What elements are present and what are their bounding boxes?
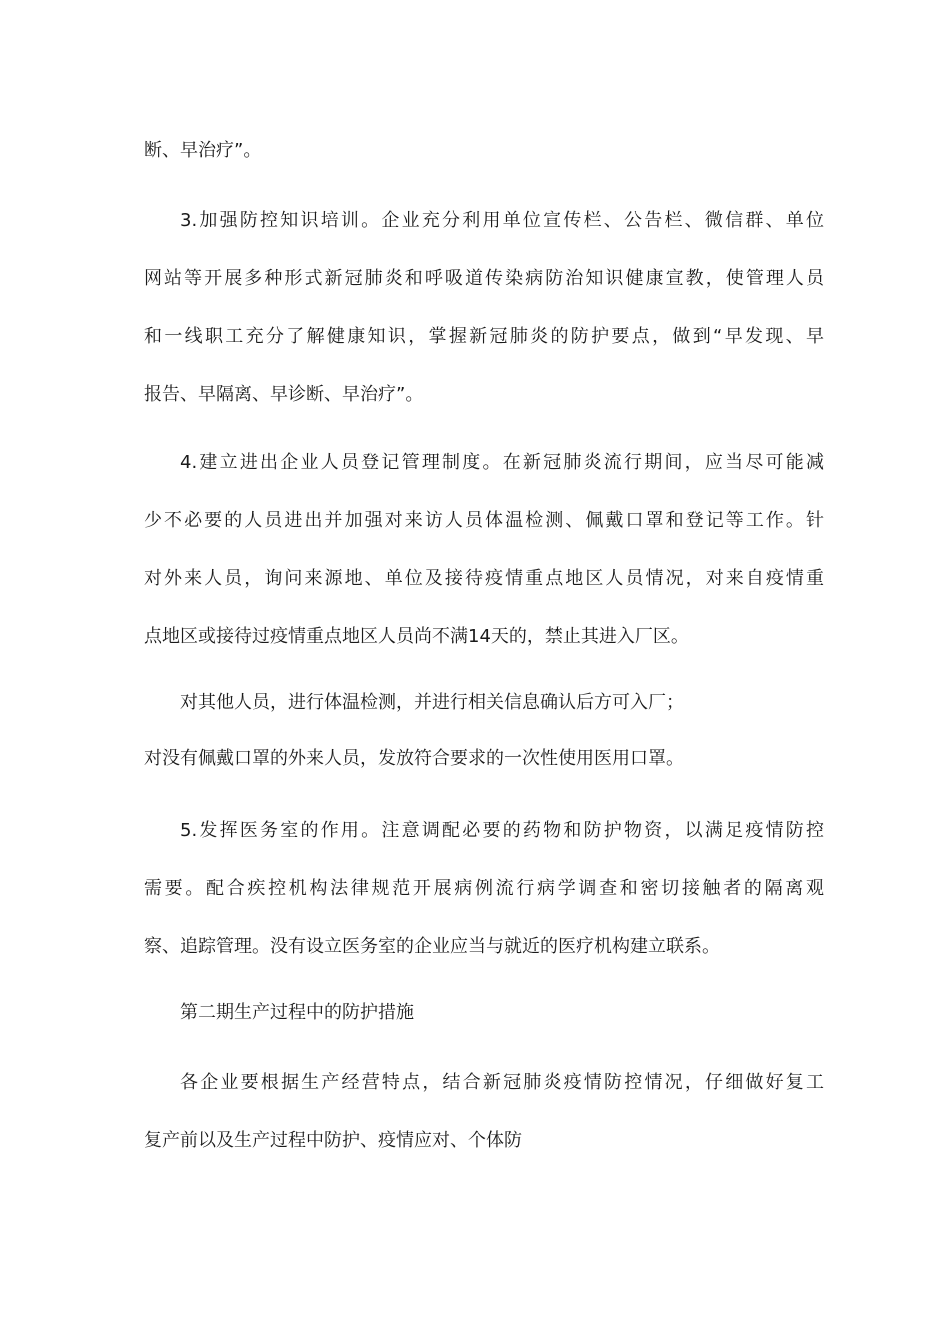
text-line: 少不必要的人员进出并加强对来访人员体温检测、佩戴口罩和登记等工作。针 (144, 510, 824, 531)
text-line: 和一线职工充分了解健康知识，掌握新冠肺炎的防护要点，做到“早发现、早 (144, 326, 824, 347)
text-line: 需要。配合疾控机构法律规范开展病例流行病学调查和密切接触者的隔离观 (144, 878, 824, 899)
paragraph-heading-3: 3.加强防控知识培训。企业充分利用单位宣传栏、公告栏、微信群、单位 (180, 210, 824, 231)
text-line: 断、早治疗”。 (144, 140, 262, 161)
text-line: 复产前以及生产过程中防护、疫情应对、个体防 (144, 1130, 522, 1151)
text-line: 报告、早隔离、早诊断、早治疗”。 (144, 384, 424, 405)
text-line: 网站等开展多种形式新冠肺炎和呼吸道传染病防治知识健康宣教，使管理人员 (144, 268, 824, 289)
text-line: 对没有佩戴口罩的外来人员，发放符合要求的一次性使用医用口罩。 (144, 748, 684, 769)
text-line: 对外来人员，询问来源地、单位及接待疫情重点地区人员情况，对来自疫情重 (144, 568, 824, 589)
text-line: 察、追踪管理。没有设立医务室的企业应当与就近的医疗机构建立联系。 (144, 936, 720, 957)
text-line: 点地区或接待过疫情重点地区人员尚不满14天的，禁止其进入厂区。 (144, 626, 689, 647)
paragraph-heading-5: 5.发挥医务室的作用。注意调配必要的药物和防护物资，以满足疫情防控 (180, 820, 824, 841)
text-line: 各企业要根据生产经营特点，结合新冠肺炎疫情防控情况，仔细做好复工 (180, 1072, 824, 1093)
paragraph-heading-4: 4.建立进出企业人员登记管理制度。在新冠肺炎流行期间，应当尽可能减 (180, 452, 824, 473)
text-line: 对其他人员，进行体温检测，并进行相关信息确认后方可入厂； (180, 692, 684, 713)
section-heading: 第二期生产过程中的防护措施 (180, 1002, 414, 1023)
